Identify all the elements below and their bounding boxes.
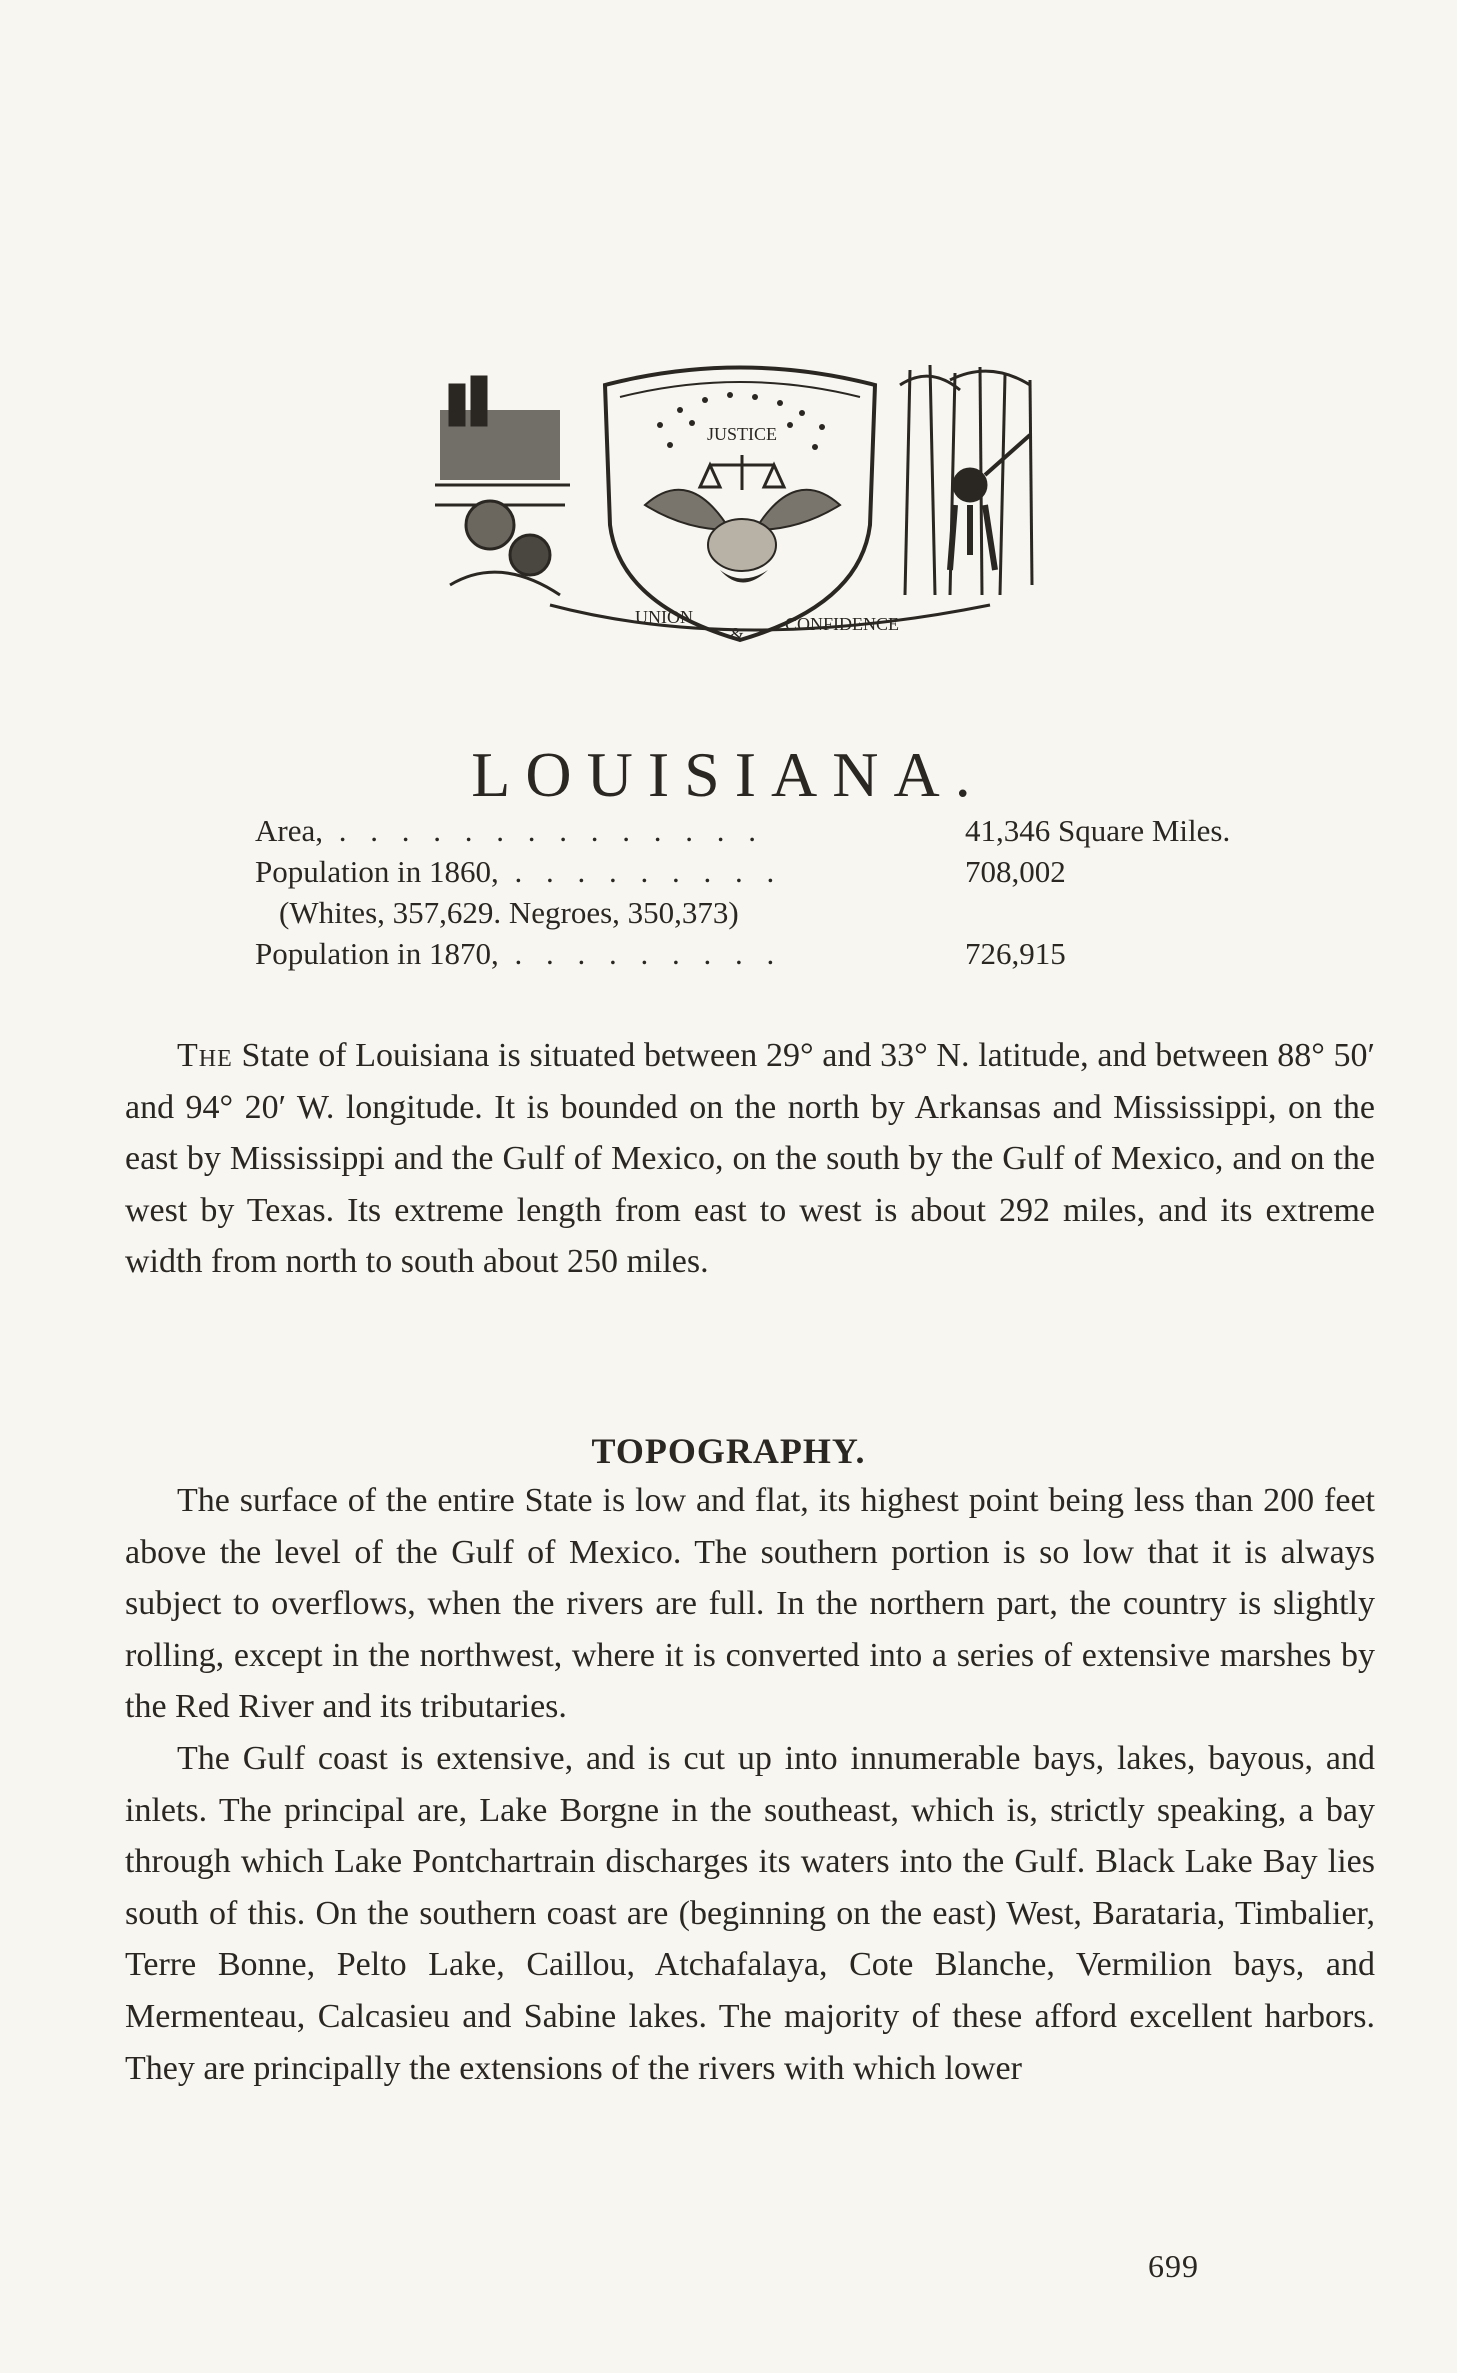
- seal-motto-amp: &: [730, 624, 745, 644]
- stat-row-pop1870: [255, 933, 1335, 974]
- stat-value-pop1860: 708,002: [965, 854, 1066, 889]
- stat-row-area: [255, 810, 1335, 851]
- stat-row-pop1860: [255, 851, 1335, 892]
- seal-motto-top: JUSTICE: [706, 424, 778, 444]
- state-seal-engraving: [430, 355, 1050, 655]
- shield-icon: [605, 368, 875, 641]
- stat-value-area: 41,346 Square Miles.: [965, 813, 1231, 848]
- intro-text: State of Louisiana is situated between 29° and 33° N. latitude, and between 88° 50′ and 94° 20′ W. longitude. It is bounded on the north by Arkansas and Mississippi, on the east by Mississippi and the Gulf of Mexico, on the south by the Gulf of Mexico, and on the west by Texas. Its extreme length from east to west is about 292 miles, and its extreme width from north to south about 250 miles.: [125, 1037, 1375, 1281]
- topography-section: [125, 1475, 1375, 2094]
- stat-label-pop1860: Population in 1860,: [255, 854, 499, 889]
- intro-section: [125, 1030, 1375, 1288]
- intro-paragraph: [125, 1030, 1375, 1288]
- stat-pop1860-breakdown: (Whites, 357,629. Negroes, 350,373): [279, 895, 739, 930]
- section-heading-topography: TOPOGRAPHY.: [591, 1430, 866, 1471]
- page-number: 699: [1148, 2248, 1199, 2284]
- dot-leader: . . . . . . . . .: [498, 936, 783, 971]
- seal-motto-left: UNION: [635, 607, 693, 627]
- stat-label-area: Area,: [255, 813, 323, 848]
- steamboat-scene-icon: [435, 377, 570, 595]
- dot-leader: . . . . . . . . . . . . . .: [322, 813, 764, 848]
- statistics-block: [255, 810, 1335, 974]
- cane-field-scene-icon: [900, 365, 1032, 595]
- topography-paragraph-1: The surface of the entire State is low and flat, its highest point being less than 200 feet above the level of the Gulf of Mexico. The southern portion is so low that it is always subject to overflows, when the rivers are full. In the northern part, the country is slightly rolling, except in the northwest, where it is converted into a series of extensive marshes by the Red River and its tributaries.: [125, 1482, 1375, 1726]
- stat-label-pop1870: Population in 1870,: [255, 936, 499, 971]
- stat-value-pop1870: 726,915: [965, 936, 1066, 971]
- seal-motto-right: CONFIDENCE: [785, 614, 900, 634]
- topography-paragraph-2: The Gulf coast is extensive, and is cut up into innumerable bays, lakes, bayous, and inlets. The principal are, Lake Borgne in the southeast, which is, strictly speaking, a bay through which Lake Pontchartrain discharges its waters into the Gulf. Black Lake Bay lies south of this. On the southern coast are (beginning on the east) West, Barataria, Timbalier, Terre Bonne, Pelto Lake, Caillou, Atchafalaya, Cote Blanche, Vermilion bays, and Mermenteau, Calcasieu and Sabine lakes. The majority of these afford excellent harbors. They are principally the extensions of the rivers with which lower: [125, 1739, 1375, 2087]
- dot-leader: . . . . . . . . .: [498, 854, 783, 889]
- intro-lead-word: The: [177, 1037, 233, 1074]
- page-title: LOUISIANA.: [471, 738, 986, 810]
- stat-row-breakdown: [255, 892, 1335, 933]
